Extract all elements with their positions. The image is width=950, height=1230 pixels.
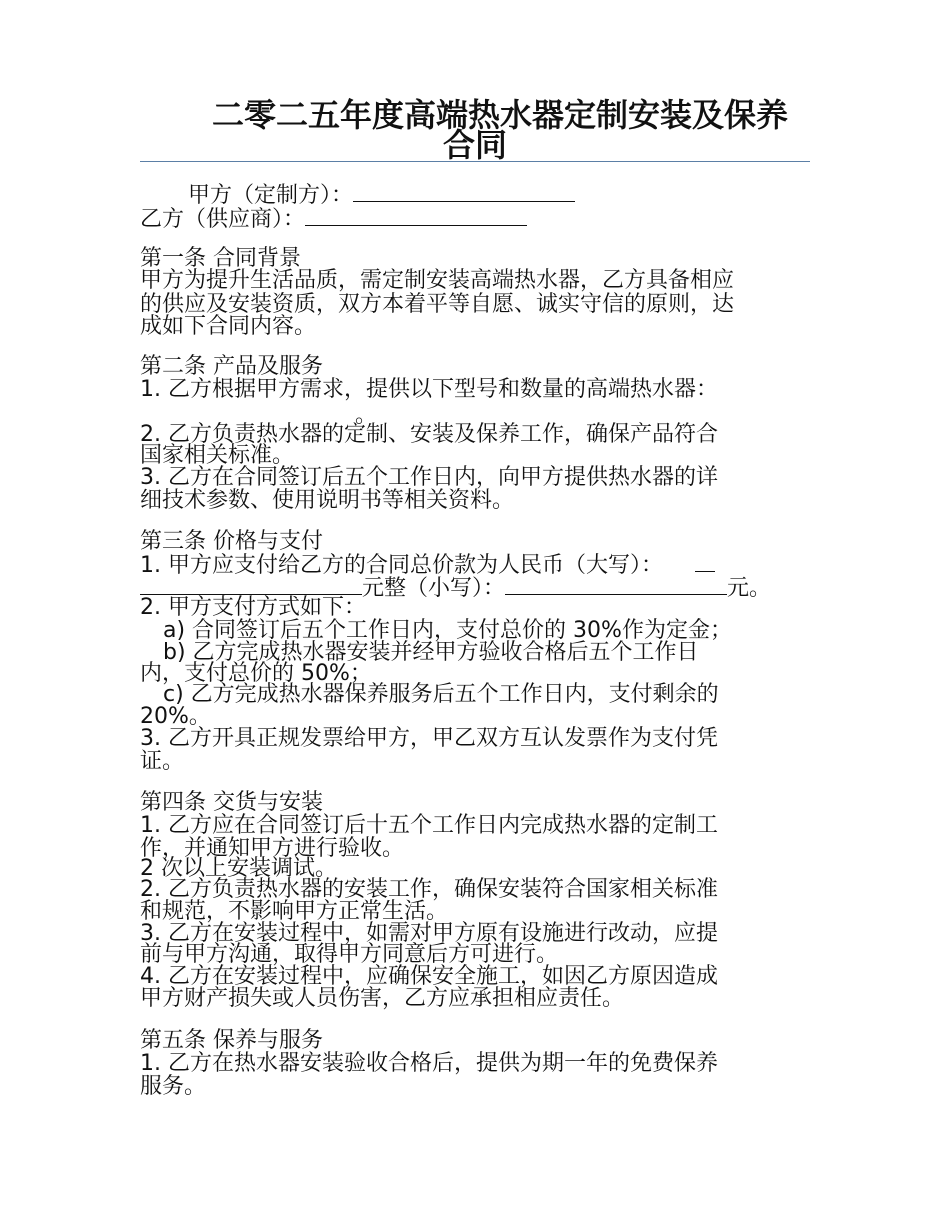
paragraph-line: 2. 乙方负责热水器的定制、安装及保养工作，确保产品符合 (140, 422, 718, 447)
total-price-line (140, 553, 715, 578)
section-5-heading: 第五条 保养与服务 (140, 1028, 323, 1053)
price-words-blank-start (695, 553, 715, 572)
paragraph-line: 甲方财产损失或人员伤害，乙方应承担相应责任。 (140, 986, 625, 1011)
paragraph-line: 成如下合同内容。 (140, 314, 317, 339)
party-a-label: 甲方（定制方）： (188, 183, 354, 208)
price-words-suffix: 元整（小写）： (362, 576, 506, 601)
title-line-2: 合同 (442, 126, 507, 164)
total-price-label: 1. 甲方应支付给乙方的合同总价款为人民币（大写）： (140, 553, 663, 578)
paragraph-line: a) 合同签订后五个工作日内，支付总价的 30%作为定金； (163, 618, 732, 643)
paragraph-line: 作，并通知甲方进行验收。 (140, 836, 405, 861)
paragraph-line: 甲方为提升生活品质，需定制安装高端热水器，乙方具备相应 (140, 268, 735, 293)
section-2-heading: 第二条 产品及服务 (140, 354, 323, 379)
paragraph-line: 2 次以上安装调试。 (140, 856, 337, 881)
party-b-line (140, 207, 527, 232)
paragraph-line: 3. 乙方在安装过程中，如需对甲方原有设施进行改动，应提 (140, 921, 718, 946)
paragraph-line: 。 (355, 403, 378, 428)
section-4-heading: 第四条 交货与安装 (140, 790, 323, 815)
paragraph-line: 2. 乙方负责热水器的安装工作，确保安装符合国家相关标准 (140, 877, 718, 902)
title-divider (140, 161, 810, 162)
paragraph-line: 4. 乙方在安装过程中，应确保安全施工，如因乙方原因造成 (140, 964, 718, 989)
paragraph-line: 前与甲方沟通，取得甲方同意后方可进行。 (140, 942, 559, 967)
document-title (140, 96, 810, 164)
paragraph-line: 内，支付总价的 50%； (140, 661, 372, 686)
paragraph-line: 和规范，不影响甲方正常生活。 (140, 899, 449, 924)
paragraph-line: 服务。 (140, 1074, 207, 1099)
paragraph-line: 3. 乙方开具正规发票给甲方，甲乙双方互认发票作为支付凭 (140, 726, 718, 751)
paragraph-line: c) 乙方完成热水器保养服务后五个工作日内，支付剩余的 (163, 682, 719, 707)
paragraph-line: 证。 (140, 749, 185, 774)
price-figures-suffix: 元。 (727, 576, 772, 601)
party-a-line (188, 183, 575, 208)
paragraph-line: 3. 乙方在合同签订后五个工作日内，向甲方提供热水器的详 (140, 465, 718, 490)
party-a-blank (353, 183, 575, 202)
title-line-1: 二零二五年度高端热水器定制安装及保养 (211, 96, 788, 134)
paragraph-line: 的供应及安装资质，双方本着平等自愿、诚实守信的原则，达 (140, 292, 735, 317)
party-b-blank (305, 207, 527, 226)
paragraph-line: 1. 乙方在热水器安装验收合格后，提供为期一年的免费保养 (140, 1051, 718, 1076)
paragraph-line: 国家相关标准。 (140, 443, 295, 468)
paragraph-line: 1. 乙方应在合同签订后十五个工作日内完成热水器的定制工 (140, 813, 718, 838)
paragraph-line: b) 乙方完成热水器安装并经甲方验收合格后五个工作日 (163, 640, 699, 665)
section-3-heading: 第三条 价格与支付 (140, 529, 323, 554)
price-figures-blank (505, 576, 727, 595)
paragraph-line: 1. 乙方根据甲方需求，提供以下型号和数量的高端热水器： (140, 377, 718, 402)
paragraph-line: 20%。 (140, 704, 211, 729)
party-b-label: 乙方（供应商）： (140, 207, 306, 232)
paragraph-line: 细技术参数、使用说明书等相关资料。 (140, 488, 515, 513)
paragraph-line: 2. 甲方支付方式如下： (140, 595, 366, 620)
section-1-heading: 第一条 合同背景 (140, 246, 301, 271)
price-words-blank (140, 576, 362, 595)
